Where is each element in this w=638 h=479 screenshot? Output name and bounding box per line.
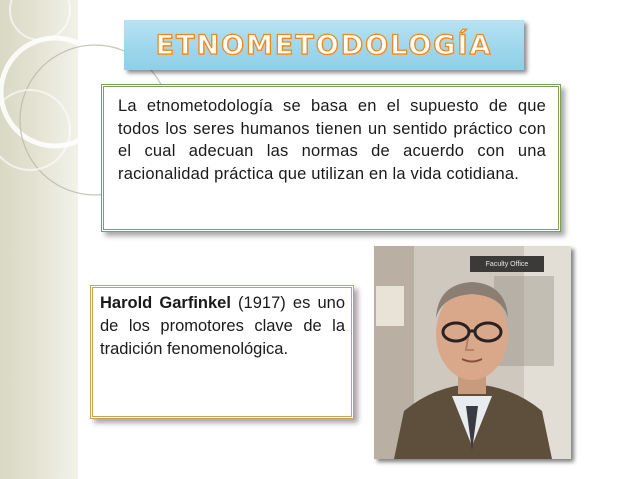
bio-description: (1917) es uno de los promotores clave de la tradición fenomenológica.: [100, 294, 345, 358]
office-sign: Faculty Office: [470, 256, 544, 272]
bio-box: [90, 285, 354, 419]
bio-name: Harold Garfinkel: [100, 294, 231, 312]
page-title: ETNOMETODOLOGÍA: [155, 29, 493, 61]
title-banner: [124, 20, 524, 70]
bio-text: [100, 292, 345, 361]
definition-text: La etnometodología se basa en el supuesto de que todos los seres humanos tienen un sentido práctico con el cual adecuan las normas de acuerdo con una racionalidad práctica que utilizan en la vida cotidiana.: [118, 97, 546, 183]
portrait-photo: [374, 246, 571, 459]
definition-box: [101, 84, 561, 232]
portrait-illustration: [374, 246, 571, 459]
